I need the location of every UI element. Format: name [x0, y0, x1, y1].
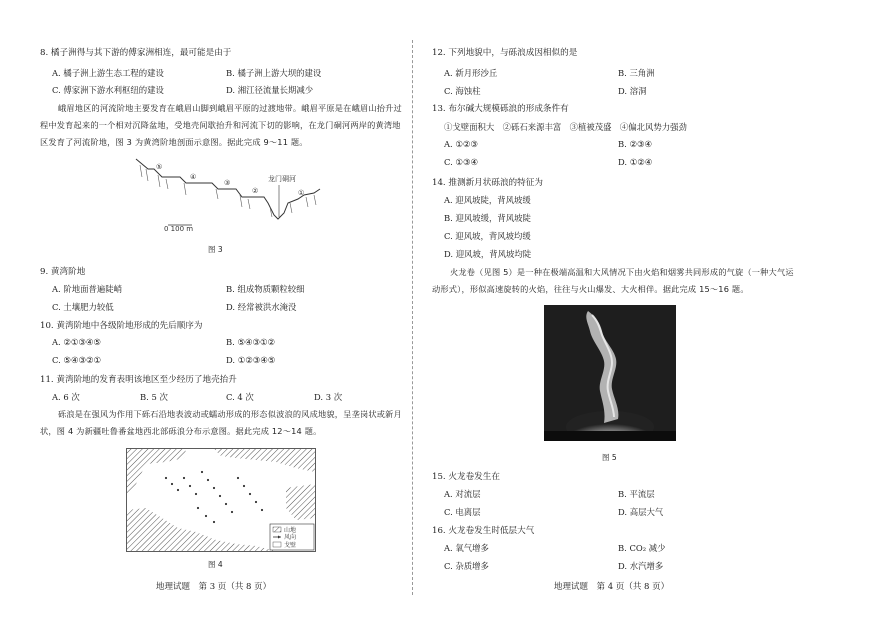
figure-4-caption: 图 4 — [208, 560, 223, 569]
q9-option-d: D. 经常被洪水淹没 — [226, 302, 297, 312]
q13-statements: ①戈壁面积大 ②砾石来源丰富 ③植被茂盛 ④偏北风势力强劲 — [444, 122, 687, 132]
footer-page-4: 地理试题 第 4 页（共 8 页） — [554, 582, 670, 592]
q11-option-a: A. 6 次 — [52, 392, 80, 402]
q15-option-b: B. 平流层 — [618, 489, 655, 499]
q8-option-b: B. 橘子洲上游大坝的建设 — [226, 68, 322, 78]
q12-option-a: A. 新月形沙丘 — [444, 68, 498, 78]
legend-gobi: 戈壁 — [284, 542, 297, 549]
q12-option-d: D. 溶洞 — [618, 86, 647, 96]
q16-option-a: A. 氧气增多 — [444, 543, 489, 553]
q8-option-d: D. 湘江径流量长期减少 — [226, 85, 314, 95]
q13-option-d: D. ①②④ — [618, 157, 653, 167]
q16-option-b: B. CO₂ 减少 — [618, 543, 666, 553]
figure-5-caption: 图 5 — [602, 453, 617, 462]
q14-option-a: A. 迎风坡陡，背风坡缓 — [444, 195, 531, 205]
q8-option-c: C. 傅家洲下游水利枢纽的建设 — [52, 85, 164, 95]
question-16-stem: 16. 火龙卷发生时低层大气 — [432, 526, 535, 536]
footer-page-3: 地理试题 第 3 页（共 8 页） — [156, 582, 272, 592]
question-12-stem: 12. 下列地貌中，与砾浪成因相似的是 — [432, 48, 578, 58]
q9-option-c: C. 土壤肥力较低 — [52, 302, 114, 312]
q13-option-b: B. ②③④ — [618, 139, 653, 149]
q14-option-b: B. 迎风坡缓，背风坡陡 — [444, 213, 531, 223]
q10-option-c: C. ⑤④③②① — [52, 355, 101, 365]
q15-option-c: C. 电离层 — [444, 507, 481, 517]
terrace-label-5: ⑤ — [156, 163, 163, 171]
question-9-stem: 9. 黄湾阶地 — [40, 267, 86, 277]
terrace-label-4: ④ — [190, 173, 197, 181]
legend-mountain: 山地 — [284, 527, 297, 534]
question-15-stem: 15. 火龙卷发生在 — [432, 472, 500, 482]
q16-option-d: D. 水汽增多 — [618, 561, 664, 571]
q10-option-a: A. ②①③④⑤ — [52, 337, 101, 347]
q15-option-a: A. 对流层 — [444, 489, 481, 499]
column-divider — [412, 40, 413, 595]
scale-bar-label: 0 100 m — [164, 225, 194, 233]
q10-option-d: D. ①②③④⑤ — [226, 355, 276, 365]
legend-wind: 风向 — [284, 534, 297, 541]
terrace-label-1: ① — [298, 189, 305, 197]
q11-option-c: C. 4 次 — [226, 392, 254, 402]
figure-5-fire-tornado-photo — [544, 305, 676, 441]
terrace-label-2: ② — [252, 187, 259, 195]
terrace-label-3: ③ — [224, 179, 231, 187]
q15-option-d: D. 高层大气 — [618, 507, 664, 517]
question-8-stem: 8. 橘子洲得与其下游的傅家洲相连，最可能是由于 — [40, 48, 232, 58]
question-13-stem: 13. 布尔碱大规模砾浪的形成条件有 — [432, 104, 569, 114]
figure-3-caption: 图 3 — [208, 245, 223, 254]
question-14-stem: 14. 推测新月状砾浪的特征为 — [432, 178, 543, 188]
q12-option-b: B. 三角洲 — [618, 68, 655, 78]
figure-3-terrace-profile — [128, 155, 328, 235]
question-11-stem: 11. 黄湾阶地的发育表明该地区至少经历了地壳抬升 — [40, 375, 237, 385]
passage-fire-tornado: 火龙卷（见图 5）是一种在极端高温和大风情况下由火焰和烟雾共同形成的气旋（一种大气运动形式），形似高速旋转的火焰，往往与火山爆发、大火相伴。据此完成 15～16 题。 — [432, 267, 794, 294]
q13-option-c: C. ①③④ — [444, 157, 478, 167]
q14-option-d: D. 迎风坡，背风坡均陡 — [444, 249, 532, 259]
river-label: 龙门硐河 — [268, 175, 296, 183]
q8-option-a: A. 橘子洲上游生态工程的建设 — [52, 68, 164, 78]
passage-gravel-waves: 砾浪是在强风为作用下砾石沿地表波动或蠕动形成的形态似波浪的风成地貌，呈垄岗状或新月状，图 4 为新疆吐鲁番盆地西北部砾浪分布示意图。据此完成 12～14 题。 — [40, 409, 402, 436]
q16-option-c: C. 杂质增多 — [444, 561, 489, 571]
question-10-stem: 10. 黄湾阶地中各级阶地形成的先后顺序为 — [40, 321, 203, 331]
q12-option-c: C. 海蚀柱 — [444, 86, 481, 96]
passage-terraces: 峨眉地区的河流阶地主要发育在峨眉山脚到峨眉平原的过渡地带。峨眉平原是在峨眉山抬升过程中发育起来的一个相对沉降盆地，受地壳间歇抬升和河流下切的影响，在龙门硐河两岸的黄湾地区发育了河流阶地，图 3 为黄湾阶地剖面示意图。据此完成 9～11 题。 — [40, 103, 402, 147]
q13-option-a: A. ①②③ — [444, 139, 478, 149]
figure-4-gravel-wave-map — [126, 448, 316, 552]
q14-option-c: C. 迎风坡，背风坡均缓 — [444, 231, 531, 241]
q11-option-d: D. 3 次 — [314, 392, 343, 402]
q9-option-b: B. 组成物质颗粒较细 — [226, 284, 305, 294]
q11-option-b: B. 5 次 — [140, 392, 168, 402]
q10-option-b: B. ⑤④③①② — [226, 337, 276, 347]
q9-option-a: A. 阶地面普遍陡峭 — [52, 284, 122, 294]
